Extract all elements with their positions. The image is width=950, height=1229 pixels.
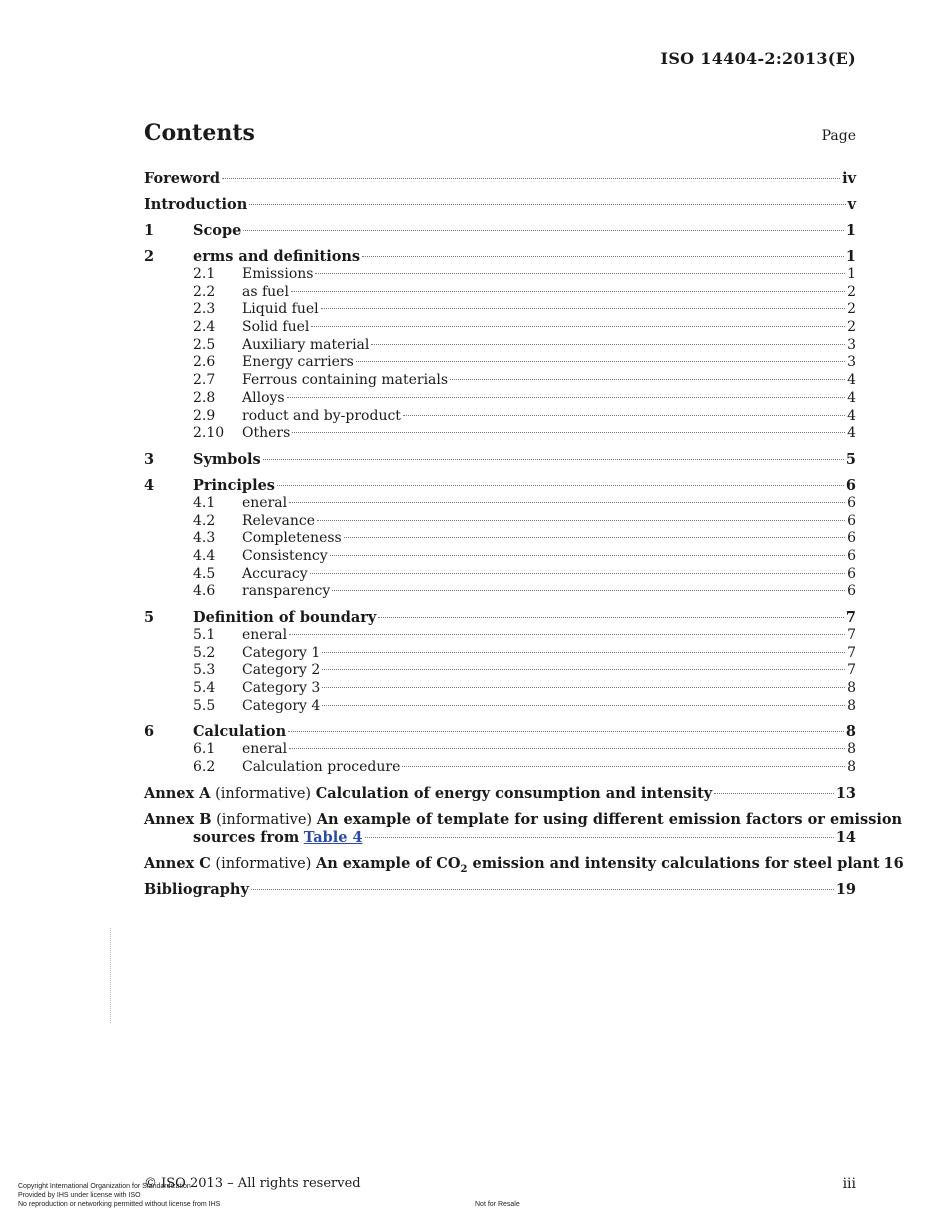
license-stamp-line2: Provided by IHS under license with ISO (18, 1192, 141, 1199)
toc-page: 6 (847, 565, 856, 582)
toc-annex-c[interactable] (144, 854, 904, 875)
table-of-contents (144, 170, 904, 899)
toc-entry[interactable] (144, 425, 856, 443)
toc-number: 2.5 (193, 336, 216, 353)
toc-number: 4.2 (193, 512, 216, 529)
dot-leader (378, 617, 844, 618)
toc-page: 6 (847, 494, 856, 511)
toc-number: 5.5 (193, 697, 216, 714)
annex-title-line2: sources from (193, 828, 300, 846)
toc-number: 5.1 (193, 627, 216, 643)
dot-leader (315, 273, 845, 274)
toc-entry[interactable] (144, 301, 856, 319)
toc-entry[interactable] (144, 284, 856, 302)
toc-page: 6 (847, 530, 856, 547)
toc-page: 8 (847, 680, 856, 697)
dot-leader (450, 379, 845, 380)
toc-title: Solid fuel (242, 319, 310, 336)
toc-number: 4.6 (193, 583, 216, 600)
dot-leader (344, 537, 845, 538)
dot-leader (289, 748, 845, 749)
toc-entry[interactable] (144, 698, 856, 716)
toc-entry[interactable] (144, 741, 856, 759)
toc-annex-b[interactable] (144, 810, 903, 847)
annex-title-pre: An example of CO (315, 854, 461, 872)
annex-label: Annex B (144, 810, 212, 828)
toc-title: Symbols (193, 450, 261, 468)
toc-page: 2 (847, 283, 856, 300)
toc-entry[interactable] (144, 723, 856, 741)
license-stamp-line3: No reproduction or networking permitted without license from IHS (18, 1201, 221, 1208)
toc-title: eneral (242, 741, 288, 758)
annex-title-post: emission and intensity calculations for steel plant (467, 854, 880, 872)
toc-page: 7 (847, 644, 856, 661)
toc-page: 4 (847, 425, 856, 442)
toc-number: 2.3 (193, 301, 216, 318)
toc-page: 3 (847, 354, 856, 371)
dot-leader (322, 652, 845, 653)
toc-entry[interactable] (144, 390, 856, 408)
toc-page: 8 (847, 759, 856, 776)
dot-leader (311, 326, 845, 327)
toc-title: Completeness (242, 530, 342, 547)
annex-title (316, 855, 880, 879)
not-for-resale: Not for Resale (475, 1201, 520, 1208)
toc-entry[interactable] (144, 530, 856, 548)
dot-leader (322, 669, 845, 670)
toc-number: 3 (144, 450, 155, 468)
toc-title: Ferrous containing materials (242, 372, 449, 389)
toc-page: 5 (845, 450, 856, 468)
toc-title: Others (242, 425, 291, 442)
toc-number: 5.2 (193, 644, 216, 661)
toc-entry[interactable] (144, 645, 856, 663)
dot-leader (371, 344, 845, 345)
toc-entry[interactable] (144, 222, 856, 240)
toc-entry[interactable] (144, 548, 856, 566)
annex-title: Calculation of energy consumption and intensity (315, 784, 713, 802)
toc-title: ransparency (242, 583, 331, 600)
toc-entry[interactable] (144, 566, 856, 584)
toc-number: 5 (144, 609, 155, 626)
toc-title: Emissions (242, 266, 314, 282)
toc-number: 4.3 (193, 530, 216, 547)
toc-title: Alloys (242, 389, 285, 406)
dot-leader (362, 256, 844, 257)
toc-page: 2 (847, 301, 856, 318)
toc-entry[interactable] (144, 627, 856, 645)
dot-leader (322, 705, 845, 706)
toc-bibliography[interactable] (144, 881, 856, 899)
dot-leader (330, 555, 845, 556)
dot-leader (251, 889, 834, 890)
toc-annex-a[interactable] (144, 785, 856, 803)
dot-leader (292, 432, 845, 433)
toc-entry[interactable] (144, 248, 856, 266)
toc-number: 6 (144, 723, 155, 741)
annex-informative: (informative) (215, 855, 312, 872)
toc-entry[interactable] (144, 583, 856, 601)
toc-page: 1 (847, 266, 856, 282)
toc-entry[interactable] (144, 662, 856, 680)
toc-title: Category 4 (242, 697, 321, 714)
toc-number: 2.10 (193, 425, 225, 442)
toc-page: 4 (847, 372, 856, 389)
annex-page: 16 (883, 854, 904, 872)
dot-leader (402, 766, 845, 767)
toc-page: 6 (847, 547, 856, 564)
annex-label: Annex A (144, 784, 211, 802)
toc-page: 2 (847, 319, 856, 336)
toc-title: Principles (193, 476, 275, 494)
toc-title: Category 2 (242, 662, 321, 679)
toc-entry[interactable] (144, 266, 856, 284)
dot-leader (287, 397, 845, 398)
toc-title: Auxiliary material (242, 336, 370, 353)
toc-page: 4 (847, 407, 856, 424)
toc-entry[interactable] (144, 319, 856, 337)
toc-title: Consistency (242, 547, 328, 564)
dot-leader (403, 415, 845, 416)
toc-page: v (847, 196, 856, 213)
toc-page: iv (842, 170, 856, 187)
toc-title: Definition of boundary (193, 609, 377, 626)
dot-leader (321, 308, 845, 309)
dot-leader (322, 687, 845, 688)
toc-number: 5.4 (193, 680, 216, 697)
toc-entry[interactable] (144, 495, 856, 513)
toc-title: as fuel (242, 283, 289, 300)
toc-entry[interactable] (144, 513, 856, 531)
toc-number: 5.3 (193, 662, 216, 679)
toc-number: 6.1 (193, 741, 216, 758)
toc-page: 7 (847, 627, 856, 643)
dot-leader (277, 485, 844, 486)
toc-page: 1 (845, 248, 856, 265)
dot-leader (714, 793, 834, 794)
table-4-link[interactable]: Table 4 (303, 828, 363, 846)
page-number: iii (842, 1176, 856, 1192)
dot-leader (332, 590, 845, 591)
license-stamp-line1: Copyright International Organization for Standardization (18, 1183, 191, 1190)
copyright-notice: © ISO 2013 – All rights reserved (144, 1176, 361, 1191)
dot-leader (310, 573, 845, 574)
dot-leader (289, 634, 845, 635)
toc-title: Category 3 (242, 680, 321, 697)
co2-subscript: 2 (460, 863, 468, 875)
annex-page: 13 (835, 784, 856, 802)
toc-title: erms and definitions (193, 248, 361, 265)
toc-entry[interactable] (144, 337, 856, 355)
toc-number: 4.4 (193, 547, 216, 564)
toc-number: 4 (144, 476, 155, 494)
annex-page: 14 (835, 828, 856, 846)
dot-leader (317, 520, 845, 521)
page-column-label: Page (821, 128, 856, 144)
toc-number: 2.7 (193, 372, 216, 389)
toc-title: Energy carriers (242, 354, 354, 371)
toc-page: 6 (847, 512, 856, 529)
toc-entry[interactable] (144, 372, 856, 390)
toc-entries (144, 170, 856, 777)
toc-page: 7 (845, 609, 856, 626)
dot-leader (222, 178, 840, 179)
toc-page: 7 (847, 662, 856, 679)
dot-leader (249, 204, 845, 205)
toc-number: 2 (144, 248, 155, 265)
toc-page: 1 (845, 222, 856, 239)
annex-informative: (informative) (215, 785, 312, 802)
toc-number: 4.5 (193, 565, 216, 582)
annex-label: Annex C (144, 854, 211, 872)
toc-title: eneral (242, 627, 288, 643)
toc-number: 6.2 (193, 759, 216, 776)
toc-entry[interactable] (144, 170, 856, 188)
toc-title: Relevance (242, 512, 315, 529)
toc-page: 8 (847, 697, 856, 714)
toc-page: 19 (835, 880, 856, 898)
toc-entry[interactable] (144, 196, 856, 214)
toc-title: eneral (242, 494, 288, 511)
dot-leader (356, 361, 845, 362)
toc-title: Calculation (193, 723, 287, 741)
dot-leader (243, 230, 844, 231)
contents-heading: Contents (144, 120, 255, 146)
toc-number: 2.1 (193, 266, 216, 282)
toc-number: 2.4 (193, 319, 216, 336)
toc-entry[interactable] (144, 408, 856, 426)
toc-title: roduct and by-product (242, 407, 401, 424)
toc-number: 2.9 (193, 407, 216, 424)
toc-entry[interactable] (144, 609, 856, 627)
toc-title: Introduction (144, 196, 248, 213)
toc-number: 2.2 (193, 283, 216, 300)
margin-mark (110, 928, 112, 1023)
toc-number: 1 (144, 222, 155, 239)
toc-title: Bibliography (144, 880, 249, 898)
dot-leader (263, 459, 844, 460)
toc-page: 6 (847, 583, 856, 600)
toc-entry[interactable] (144, 477, 856, 495)
toc-page: 6 (845, 476, 856, 494)
annex-informative: (informative) (216, 811, 313, 828)
toc-entry[interactable] (144, 354, 856, 372)
document-id: ISO 14404-2:2013(E) (660, 49, 856, 68)
toc-entry[interactable] (144, 680, 856, 698)
dot-leader (289, 502, 845, 503)
toc-page: 8 (845, 723, 856, 741)
annex-title-line1: An example of template for using different emission factors or emission (316, 810, 903, 828)
toc-title: Liquid fuel (242, 301, 319, 318)
toc-entry[interactable] (144, 451, 856, 469)
dot-leader (288, 731, 844, 732)
toc-title: Scope (193, 222, 242, 239)
toc-entry[interactable] (144, 759, 856, 777)
toc-title: Foreword (144, 170, 220, 187)
dot-leader (291, 291, 845, 292)
toc-title: Calculation procedure (242, 759, 401, 776)
toc-number: 2.6 (193, 354, 216, 371)
toc-title: Accuracy (242, 565, 308, 582)
toc-page: 3 (847, 336, 856, 353)
toc-number: 4.1 (193, 494, 216, 511)
toc-number: 2.8 (193, 389, 216, 406)
dot-leader (365, 837, 834, 838)
toc-title: Category 1 (242, 644, 321, 661)
toc-page: 8 (847, 741, 856, 758)
toc-page: 4 (847, 389, 856, 406)
